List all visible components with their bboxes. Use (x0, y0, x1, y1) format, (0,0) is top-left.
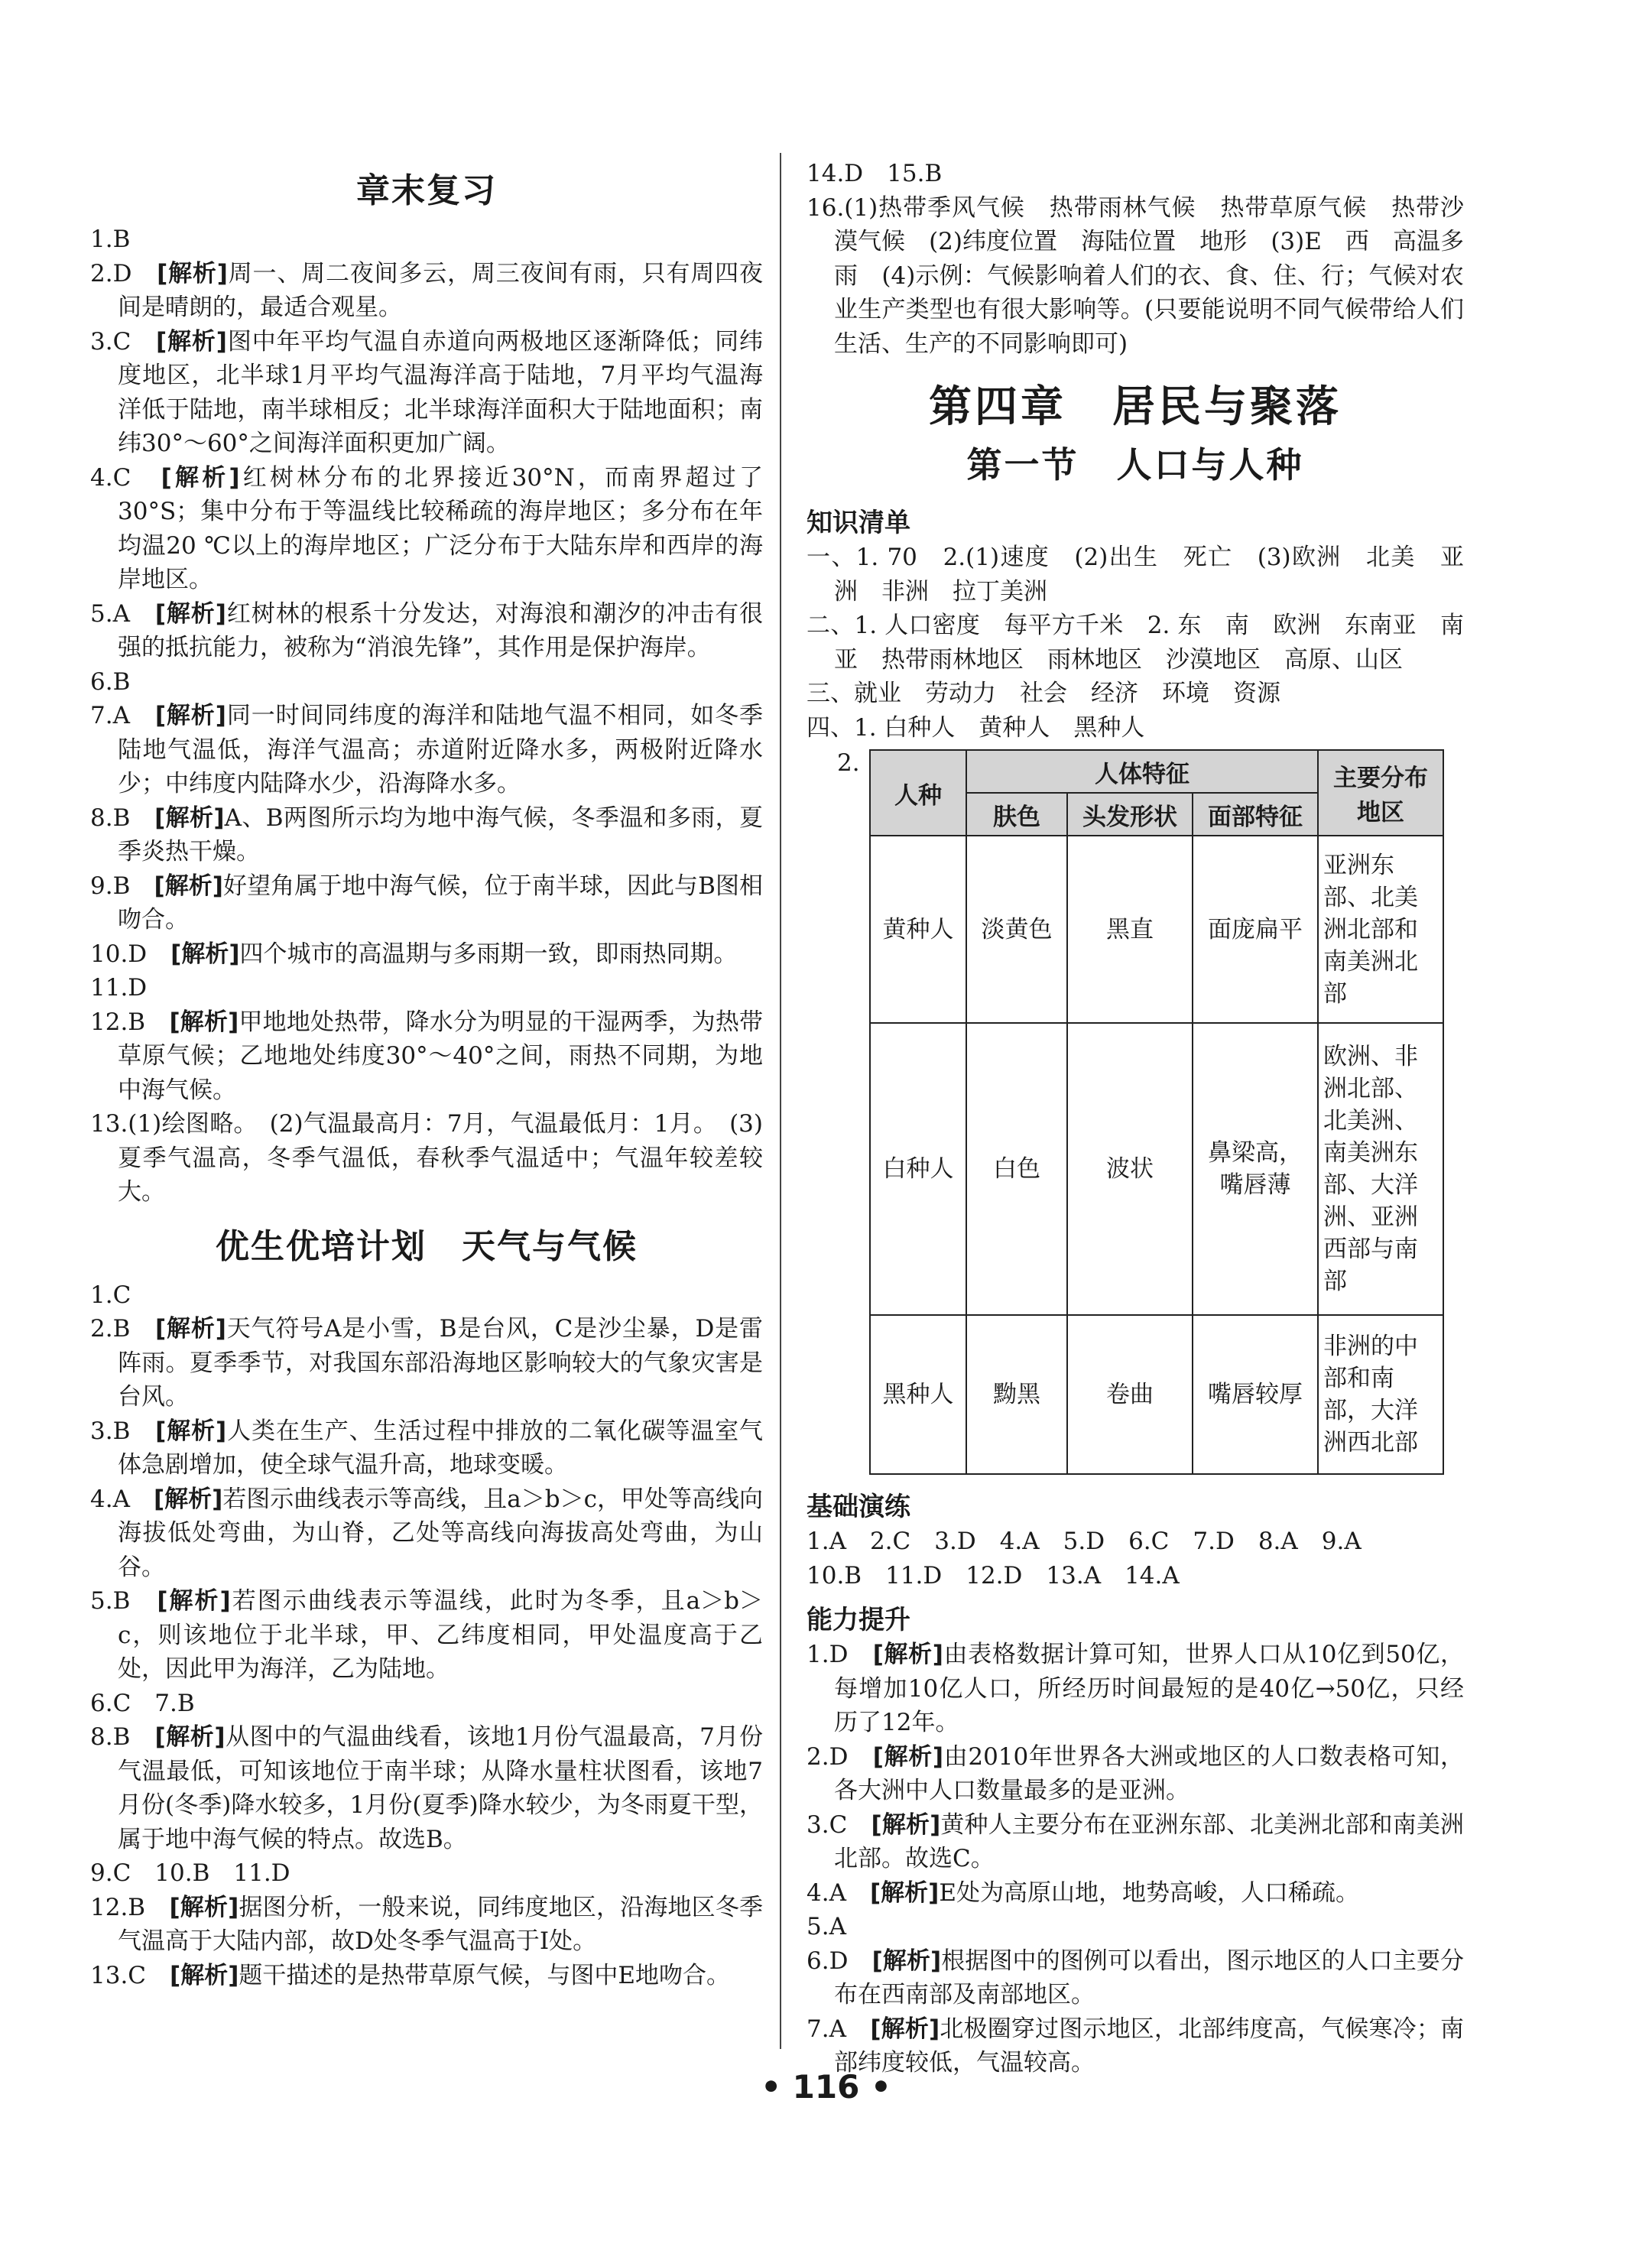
answer-number: 3.B (90, 1417, 131, 1445)
answer-item: 9.C 10.B 11.D (90, 1859, 290, 1887)
analysis-tag: [解析] (871, 1810, 941, 1839)
page-number: • 116 • (761, 2068, 891, 2106)
knowledge-title: 知识清单 (807, 508, 910, 538)
analysis-text: 由2010年世界各大洲或地区的人口数表格可知，各大洲中人口数量最多的是亚洲。 (834, 1742, 1464, 1804)
analysis-tag: [解析] (157, 1587, 231, 1615)
answer-item: 16.(1)热带季风气候 热带雨林气候 热带草原气候 热带沙漠气候 (2)纬度位置 海陆位置 地形 (3)E 西 高温多雨 (4)示例：气候影响着人们的衣、食、住、行；气候对农业生产类型也有很大影响等。(只要能说明不同气候带给人们生活、生产的不同影响即可) (807, 193, 1464, 358)
answer-item (90, 1720, 763, 1856)
answer-number: 1.D (807, 1641, 849, 1668)
answer-item (807, 1944, 1464, 2012)
analysis-tag: [解析] (869, 1878, 940, 1907)
column-divider (780, 153, 781, 2049)
analysis-tag: [解析] (169, 1008, 239, 1036)
analysis-text: 题干描述的是热带草原气候，与图中E地吻合。 (239, 1961, 731, 1989)
header-hair: 头发形状 (1067, 793, 1193, 836)
answer-number: 5.A (90, 599, 130, 628)
analysis-text: 甲地地处热带，降水分为明显的干湿两季，为热带草原气候；乙地地处纬度30°～40°之间，雨热不同期，为地中海气候。 (118, 1008, 763, 1104)
right-column (807, 157, 1464, 2080)
cell-race: 黑种人 (870, 1315, 966, 1474)
analysis-text: 好望角属于地中海气候，位于南半球，因此与B图相吻合。 (118, 872, 763, 934)
answer-number: 10.D (90, 940, 148, 968)
answer-item: 1.B (90, 226, 131, 253)
ability-title: 能力提升 (807, 1605, 910, 1635)
analysis-tag: [解析] (870, 2015, 940, 2043)
race-table (869, 749, 1444, 1475)
answer-number: 5.B (90, 1587, 131, 1615)
analysis-text: A、B两图所示均为地中海气候，冬季温和多雨，夏季炎热干燥。 (118, 804, 763, 865)
cell-face: 鼻梁高，嘴唇薄 (1193, 1023, 1318, 1315)
answer-item (90, 1959, 763, 1993)
analysis-text: 根据图中的图例可以看出，图示地区的人口主要分布在西南部及南部地区。 (834, 1947, 1465, 2008)
review-list (90, 222, 763, 1210)
answer-item (90, 869, 763, 937)
cell-region: 非洲的中部和南部，大洋洲西北部 (1318, 1315, 1443, 1474)
analysis-tag: [解析] (157, 259, 228, 287)
header-face: 面部特征 (1193, 793, 1318, 836)
race-table-block (807, 749, 1464, 1475)
header-skin: 肤色 (966, 793, 1067, 836)
answer-number: 7.A (90, 702, 130, 729)
answer-number: 9.B (90, 872, 131, 900)
answer-item: 11.D (90, 974, 148, 1002)
answer-number: 2.D (90, 259, 132, 287)
analysis-tag: [解析] (154, 702, 226, 729)
analysis-text: E处为高原山地，地势高峻，人口稀疏。 (939, 1878, 1359, 1907)
answer-number: 4.A (807, 1878, 846, 1907)
analysis-text: 周一、周二夜间多云，周三夜间有雨，只有周四夜间是晴朗的，最适合观星。 (118, 259, 764, 321)
review-title: 章末复习 (356, 171, 497, 210)
answer-item: 1.A 2.C 3.D 4.A 5.D 6.C 7.D 8.A 9.A (807, 1528, 1362, 1555)
table-row (870, 836, 1443, 1023)
analysis-tag: [解析] (156, 327, 227, 356)
table-number: 2. (837, 749, 860, 777)
analysis-tag: [解析] (154, 804, 225, 832)
header-region: 主要分布地区 (1318, 750, 1443, 836)
answer-item (90, 257, 763, 325)
analysis-text: 红树林的根系十分发达，对海浪和潮汐的冲击有很强的抵抗能力，被称为“消浪先锋”，其作用是保护海岸。 (118, 599, 764, 661)
analysis-tag: [解析] (153, 1485, 223, 1513)
analysis-text: 同一时间同纬度的海洋和陆地气温不相同，如冬季陆地气温低，海洋气温高；赤道附近降水多，两极附近降水少；中纬度内陆降水少，沿海降水多。 (118, 702, 764, 797)
answer-item (807, 1740, 1464, 1808)
table-row (870, 1023, 1443, 1315)
answer-number: 2.D (807, 1742, 849, 1771)
cell-race: 黄种人 (870, 836, 966, 1023)
header-race: 人种 (870, 750, 966, 836)
left-column (90, 157, 763, 1992)
answer-item (807, 1808, 1464, 1876)
analysis-text: 若图示曲线表示等温线，此时为冬季，且a＞b＞c，则该地位于北半球，甲、乙纬度相同，甲处温度高于乙处，因此甲为海洋，乙为陆地。 (118, 1587, 764, 1683)
answer-item: 6.C 7.B (90, 1689, 195, 1717)
chapter-title: 第四章 居民与聚落 (929, 382, 1342, 432)
knowledge-list (807, 541, 1464, 745)
cell-hair: 卷曲 (1067, 1315, 1193, 1474)
plan-list (90, 1278, 763, 1993)
analysis-text: 若图示曲线表示等高线，且a＞b＞c，甲处等高线向海拔低处弯曲，为山脊，乙处等高线向海拔高处弯曲，为山谷。 (118, 1485, 763, 1581)
answer-item (90, 325, 763, 461)
answer-number: 4.C (90, 463, 131, 492)
analysis-tag: [解析] (872, 1641, 943, 1668)
answer-item (90, 1891, 763, 1959)
answer-item: 1.C (90, 1281, 131, 1309)
analysis-tag: [解析] (154, 1723, 226, 1751)
analysis-tag: [解析] (169, 1893, 239, 1921)
header-features: 人体特征 (966, 750, 1318, 793)
cell-face: 面庞扁平 (1193, 836, 1318, 1023)
answer-item: 四、1. 白种人 黄种人 黑种人 (807, 713, 1145, 742)
answer-number: 3.C (807, 1810, 848, 1839)
answer-number: 2.B (90, 1315, 131, 1343)
answer-item: 一、1. 70 2.(1)速度 (2)出生 死亡 (3)欧洲 北美 亚洲 非洲 拉丁美洲 (807, 544, 1464, 606)
analysis-tag: [解析] (155, 1417, 227, 1445)
analysis-tag: [解析] (154, 872, 223, 900)
analysis-tag: [解析] (154, 599, 226, 628)
answer-item: 13.(1)绘图略。 (2)气温最高月：7月，气温最低月：1月。 (3)夏季气温高，冬季气温低，春秋季气温适中；气温年较差较大。 (90, 1110, 763, 1206)
analysis-text: 四个城市的高温期与多雨期一致，即雨热同期。 (239, 940, 738, 968)
answer-item (807, 1638, 1464, 1740)
answer-item: 10.B 11.D 12.D 13.A 14.A (807, 1561, 1180, 1589)
cell-race: 白种人 (870, 1023, 966, 1315)
table-row (870, 1315, 1443, 1474)
answer-number: 7.A (807, 2015, 846, 2043)
answer-number: 12.B (90, 1893, 146, 1921)
analysis-tag: [解析] (161, 463, 240, 492)
answer-item: 三、就业 劳动力 社会 经济 环境 资源 (807, 680, 1280, 707)
top-answer-list (807, 157, 1464, 361)
answer-item (807, 1876, 1464, 1911)
answer-item (90, 1482, 763, 1585)
cell-skin: 白色 (966, 1023, 1067, 1315)
answer-item: 6.B (90, 667, 131, 696)
answer-item (90, 801, 763, 869)
cell-hair: 黑直 (1067, 836, 1193, 1023)
answer-item (90, 597, 763, 665)
analysis-tag: [解析] (170, 940, 240, 968)
cell-hair: 波状 (1067, 1023, 1193, 1315)
answer-item (90, 699, 763, 801)
analysis-text: 人类在生产、生活过程中排放的二氧化碳等温室气体急剧增加，使全球气温升高，地球变暖。 (118, 1417, 764, 1479)
analysis-tag: [解析] (872, 1742, 944, 1771)
answer-item (90, 1414, 763, 1482)
cell-skin: 黝黑 (966, 1315, 1067, 1474)
analysis-text: 北极圈穿过图示地区，北部纬度高，气候寒冷；南部纬度较低，气温较高。 (834, 2015, 1465, 2077)
answer-item (90, 1312, 763, 1414)
analysis-tag: [解析] (155, 1315, 226, 1343)
analysis-text: 天气符号A是小雪，B是台风，C是沙尘暴，D是雷阵雨。夏季季节，对我国东部沿海地区影响较大的气象灾害是台风。 (118, 1315, 763, 1411)
answer-number: 4.A (90, 1485, 130, 1513)
answer-item (90, 937, 763, 972)
basic-title: 基础演练 (807, 1492, 910, 1522)
answer-number: 13.C (90, 1961, 147, 1989)
answer-item (90, 1005, 763, 1108)
answer-item (90, 1584, 763, 1687)
analysis-tag: [解析] (170, 1961, 239, 1989)
cell-region: 欧洲、非洲北部、北美洲、南美洲东部、大洋洲、亚洲西部与南部 (1318, 1023, 1443, 1315)
analysis-text: 红树林分布的北界接近30°N，而南界超过了30°S；集中分布于等温线比较稀疏的海岸地区；多分布在年均温20 ℃以上的海岸地区；广泛分布于大陆东岸和西岸的海岸地区。 (118, 463, 763, 593)
answer-number: 3.C (90, 327, 131, 356)
answer-item: 5.A (807, 1913, 846, 1940)
answer-item: 二、1. 人口密度 每平方千米 2. 东 南 欧洲 东南亚 南亚 热带雨林地区 雨林地区 沙漠地区 高原、山区 (807, 612, 1464, 674)
answer-item (90, 461, 763, 597)
cell-skin: 淡黄色 (966, 836, 1067, 1023)
answer-number: 8.B (90, 804, 131, 832)
analysis-text: 图中年平均气温自赤道向两极地区逐渐降低；同纬度地区，北半球1月平均气温海洋高于陆地，7月平均气温海洋低于陆地，南半球相反；北半球海洋面积大于陆地面积；南纬30°～60°之间海洋面积更加广阔。 (118, 327, 763, 457)
analysis-tag: [解析] (871, 1947, 942, 1975)
section-title: 第一节 人口与人种 (966, 444, 1304, 485)
analysis-text: 黄种人主要分布在亚洲东部、北美洲北部和南美洲北部。故选C。 (834, 1810, 1465, 1872)
ability-list (807, 1638, 1464, 2080)
answer-number: 8.B (90, 1723, 131, 1751)
plan-title: 优生优培计划 天气与气候 (216, 1226, 638, 1266)
basic-list (807, 1525, 1464, 1593)
analysis-text: 由表格数据计算可知，世界人口从10亿到50亿，每增加10亿人口，所经历时间最短的是40亿→50亿，只经历了12年。 (834, 1641, 1465, 1736)
cell-face: 嘴唇较厚 (1193, 1315, 1318, 1474)
cell-region: 亚洲东部、北美洲北部和南美洲北部 (1318, 836, 1443, 1023)
analysis-text: 从图中的气温曲线看，该地1月份气温最高，7月份气温最低，可知该地位于南半球；从降水量柱状图看，该地7月份(冬季)降水较多，1月份(夏季)降水较少，为冬雨夏干型，属于地中海气候的特点。故选B。 (118, 1723, 764, 1853)
analysis-text: 据图分析，一般来说，同纬度地区，沿海地区冬季气温高于大陆内部，故D处冬季气温高于I处。 (118, 1893, 763, 1955)
answer-number: 12.B (90, 1008, 146, 1036)
answer-item: 14.D 15.B (807, 160, 943, 187)
answer-number: 6.D (807, 1947, 849, 1975)
